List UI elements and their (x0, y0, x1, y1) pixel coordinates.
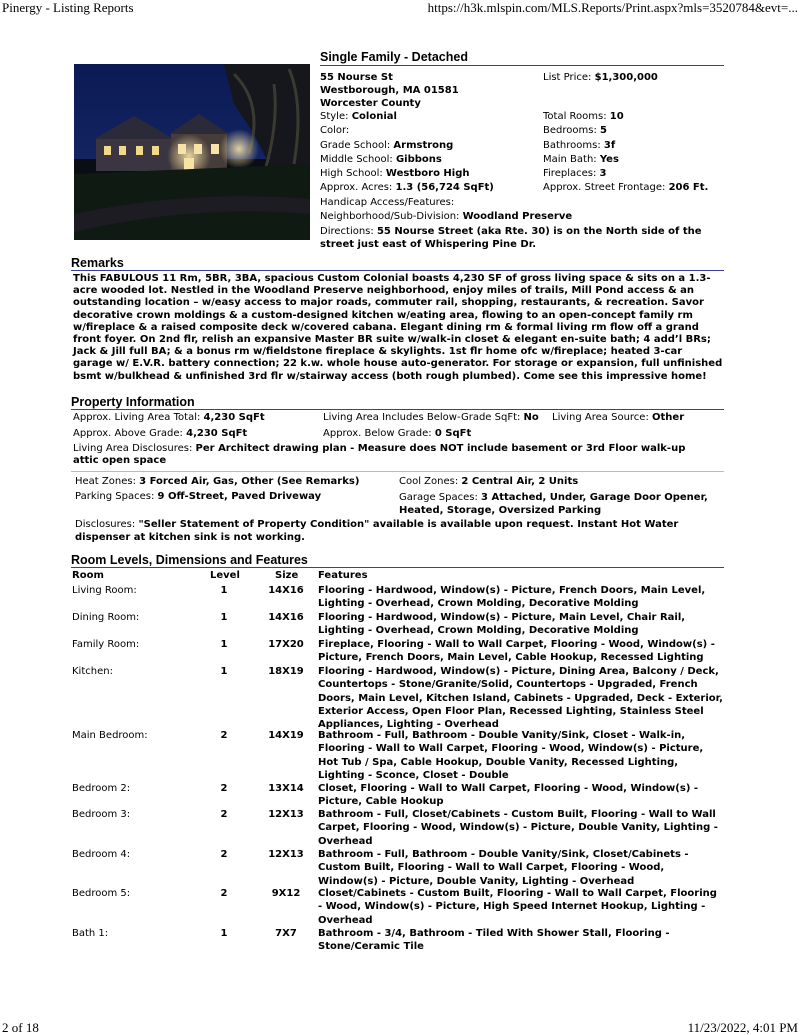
print-header (0, 0, 800, 16)
col-size: Size (275, 570, 299, 581)
remarks-section (71, 256, 724, 271)
living-area-total: Approx. Living Area Total: 4,230 SqFt (73, 412, 265, 423)
field-handicap: Handicap Access/Features: (320, 197, 455, 208)
remarks-text: This FABULOUS 11 Rm, 5BR, 3BA, spacious Custom Colonial boasts 4,230 SF of gross living space & sits on a 1.3-acre wooded lot. Nestled in the Woodland Preserve neighborhood, enjoy miles of trails, Mill Pond access & an outstanding location – w/easy access to major roads, commuter rail, shopping, restaurants, & recreation. Savor decorative crown moldings & a custom-designed kitchen w/eating area, flowing to an open-concept family rm w/fireplace & a raised composite deck w/covered cabana. Elegant dining rm & formal living rm flow off a grand front foyer. On 2nd flr, relish an expansive Master BR suite w/walk-in closet & elegant en-suite bath; 4 add’l BRs; Jack & Jill full BA; & a bonus rm w/fieldstone fireplace & skylights. 1st flr home ofc w/fireplace; heated 3-car garage w/ E.V.R. battery connection; 22 k.w. whole house auto-generator. For storage or expansion, full unfinished bsmt w/bulkhead & unfinished 3rd flr w/stairway access (both rough plumbed). Come see this impressive home! (73, 273, 723, 382)
col-room: Room (72, 570, 104, 581)
field-color: Color: (320, 125, 350, 136)
listing-photo (74, 64, 310, 240)
field-neighborhood: Neighborhood/Sub-Division: Woodland Preserve (320, 211, 573, 222)
field-bathrooms: Bathrooms: 3f (543, 140, 616, 151)
print-datetime: 11/23/2022, 4:01 PM (687, 1020, 798, 1035)
field-street-frontage: Approx. Street Frontage: 206 Ft. (543, 182, 709, 193)
page-number: 2 of 18 (2, 1020, 39, 1035)
field-high-school: High School: Westboro High (320, 168, 470, 179)
page-url[interactable]: https://h3k.mlspin.com/MLS.Reports/Print.aspx?mls=3520784&evt=... (427, 0, 798, 15)
field-middle-school: Middle School: Gibbons (320, 154, 442, 165)
heat-zones: Heat Zones: 3 Forced Air, Gas, Other (See Remarks) (75, 476, 360, 487)
city: Westborough, MA 01581 (320, 85, 459, 96)
below-grade-included: Living Area Includes Below-Grade SqFt: No (323, 412, 539, 423)
below-grade: Approx. Below Grade: 0 SqFt (323, 428, 472, 439)
living-area-source: Living Area Source: Other (552, 412, 685, 423)
rooms-section (71, 553, 724, 568)
col-level: Level (210, 570, 240, 581)
disclosures: Disclosures: "Seller Statement of Property Condition" available is available upon request. Instant Hot Water dispenser at kitchen sink is not working. (75, 519, 679, 543)
field-grade-school: Grade School: Armstrong (320, 140, 454, 151)
above-grade: Approx. Above Grade: 4,230 SqFt (73, 428, 248, 439)
listing-type-header (320, 50, 724, 66)
street: 55 Nourse St (320, 72, 393, 83)
property-section (71, 395, 724, 410)
print-footer (0, 1020, 800, 1035)
property-divider (71, 471, 724, 472)
field-fireplaces: Fireplaces: 3 (543, 168, 607, 179)
property-title: Property Information (71, 395, 724, 410)
field-style: Style: Colonial (320, 111, 397, 122)
rooms-title: Room Levels, Dimensions and Features (71, 553, 724, 568)
county: Worcester County (320, 98, 421, 109)
living-area-disclosures: Living Area Disclosures: Per Architect drawing plan - Measure does NOT include basement or 3rd Floor walk-up attic open space (73, 443, 686, 466)
garage-spaces: Garage Spaces: 3 Attached, Under, Garage Door Opener, Heated, Storage, Oversized Parking (399, 492, 708, 516)
field-directions: Directions: 55 Nourse Street (aka Rte. 30) is on the North side of the street just east of Whispering Pine Dr. (320, 226, 702, 250)
field-total-rooms: Total Rooms: 10 (543, 111, 624, 122)
field-bedrooms: Bedrooms: 5 (543, 125, 607, 136)
list-price: List Price: $1,300,000 (543, 72, 658, 83)
remarks-title: Remarks (71, 256, 724, 271)
col-features: Features (318, 570, 368, 581)
address (320, 71, 459, 110)
field-acres: Approx. Acres: 1.3 (56,724 SqFt) (320, 182, 494, 193)
cool-zones: Cool Zones: 2 Central Air, 2 Units (399, 476, 579, 487)
parking-spaces: Parking Spaces: 9 Off-Street, Paved Driveway (75, 491, 322, 502)
field-main-bath: Main Bath: Yes (543, 154, 619, 165)
page-title: Pinergy - Listing Reports (2, 0, 134, 15)
listing-type: Single Family - Detached (320, 50, 724, 66)
